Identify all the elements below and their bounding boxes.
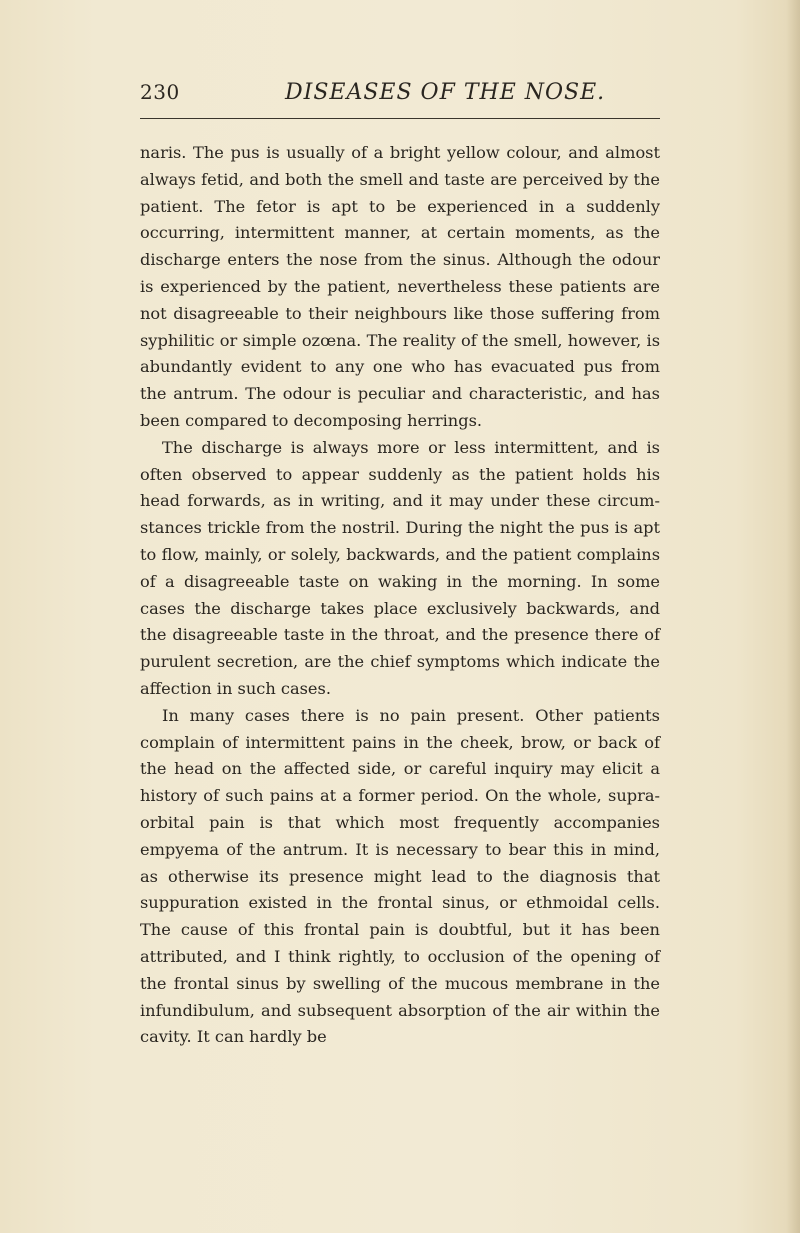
- page-number: 230: [140, 80, 180, 104]
- running-title: DISEASES OF THE NOSE.: [285, 80, 606, 105]
- page-header: [140, 80, 660, 114]
- header-rule: [140, 118, 660, 119]
- page-edge-shadow: [786, 0, 800, 1233]
- paragraph: In many cases there is no pain present. Other patients complain of intermittent pains in the cheek, brow, or back of the head on the affected side, or careful inquiry may elicit a history of such pains at a former period. On the whole, supra-orbital pain is that which most frequently accompanies empyema of the antrum. It is necessary to bear this in mind, as otherwise its presence might lead to the diagnosis that suppuration existed in the frontal sinus, or ethmoidal cells. The cause of this frontal pain is doubtful, but it has been attributed, and I think rightly, to occlusion of the opening of the frontal sinus by swelling of the mucous membrane in the infundibulum, and subsequent absorption of the air within the cavity. It can hardly be: [140, 705, 660, 1047]
- paragraph: The discharge is always more or less intermittent, and is often observed to appear suddenly as the patient holds his head forwards, as in writing, and it may under these circumstances trickle from the nostril. During the night the pus is apt to flow, mainly, or solely, backwards, and the patient complains of a disagreeable taste on waking in the morning. In some cases the discharge takes place exclusively backwards, and the disagreeable taste in the throat, and the presence there of purulent secretion, are the chief symptoms which indicate the affection in such cases.: [140, 437, 660, 698]
- body-text: [140, 140, 660, 1051]
- paragraph: naris. The pus is usually of a bright yellow colour, and almost always fetid, and both the smell and taste are perceived by the patient. The fetor is apt to be experienced in a suddenly occurring, intermittent manner, at certain moments, as the discharge enters the nose from the sinus. Although the odour is experienced by the patient, nevertheless these patients are not disagreeable to their neighbours like those suffering from syphilitic or simple ozœna. The reality of the smell, however, is abundantly evident to any one who has evacuated pus from the antrum. The odour is peculiar and characteristic, and has been compared to decomposing herrings.: [140, 143, 660, 430]
